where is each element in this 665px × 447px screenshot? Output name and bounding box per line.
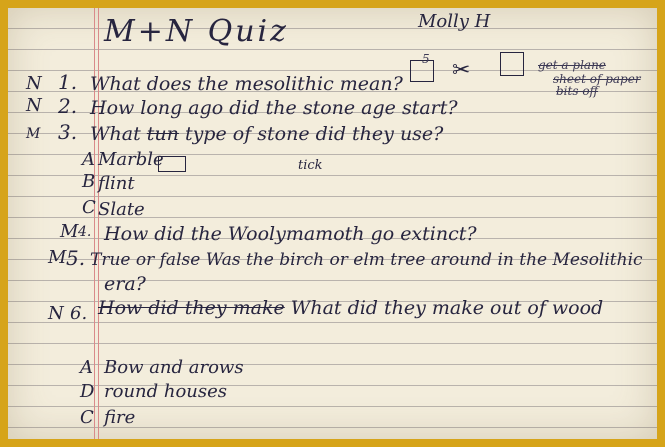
question-3-text (90, 124, 443, 144)
tick-box (158, 156, 186, 172)
option-letter: D (80, 381, 95, 402)
question-number: 4. (78, 224, 92, 240)
q3-start: What (90, 123, 141, 145)
question-5-text: True or false Was the birch or elm tree around in the Mesolithic (90, 250, 643, 270)
option-letter: C (80, 407, 94, 428)
tick-note: tick (298, 158, 323, 173)
option-text: fire (104, 407, 136, 428)
author-name: Molly H (418, 11, 491, 32)
option-letter: A (80, 357, 93, 378)
question-2-text: How long ago did the stone age start? (90, 97, 458, 119)
question-6-text (98, 298, 603, 318)
question-number: 3. (58, 120, 78, 144)
option-letter: C (82, 197, 96, 218)
option-text: Slate (98, 199, 145, 220)
sketch-label: 5 (422, 52, 430, 66)
question-number: 6. (70, 303, 88, 324)
notebook-page (8, 8, 657, 439)
option-letter: B (82, 171, 96, 192)
question-number: 1. (58, 70, 78, 94)
quiz-title: M+N Quiz (104, 14, 289, 49)
author-initial: N (48, 303, 64, 324)
q3-struck: tun (146, 123, 179, 145)
author-initial: N (26, 73, 42, 94)
q3-end: type of stone did they use? (184, 123, 444, 145)
author-initial: N (26, 95, 42, 116)
option-letter: A (82, 149, 95, 170)
author-initial: M (48, 247, 67, 268)
q6-struck: How did they make (98, 297, 285, 319)
option-text: round houses (104, 381, 228, 402)
question-number: 2. (58, 94, 78, 118)
question-number: 5. (66, 246, 86, 270)
author-initial: M (60, 221, 79, 242)
question-4-text: How did the Woolymamoth go extinct? (104, 223, 477, 245)
crossed-note: sheet of paper (553, 72, 641, 86)
question-5-cont: era? (104, 273, 146, 295)
option-text: Marble (98, 149, 164, 170)
option-text: Bow and arows (104, 357, 244, 378)
q6-text: What did they make out of wood (290, 297, 604, 319)
author-initial: M (26, 126, 41, 142)
crossed-note: bits off (556, 84, 599, 98)
scissors-sketch: ✂ (452, 58, 471, 83)
question-1-text: What does the mesolithic mean? (90, 73, 403, 95)
box-sketch (500, 52, 524, 76)
crossed-note: get a plane (538, 58, 606, 72)
option-text: flint (98, 173, 135, 194)
